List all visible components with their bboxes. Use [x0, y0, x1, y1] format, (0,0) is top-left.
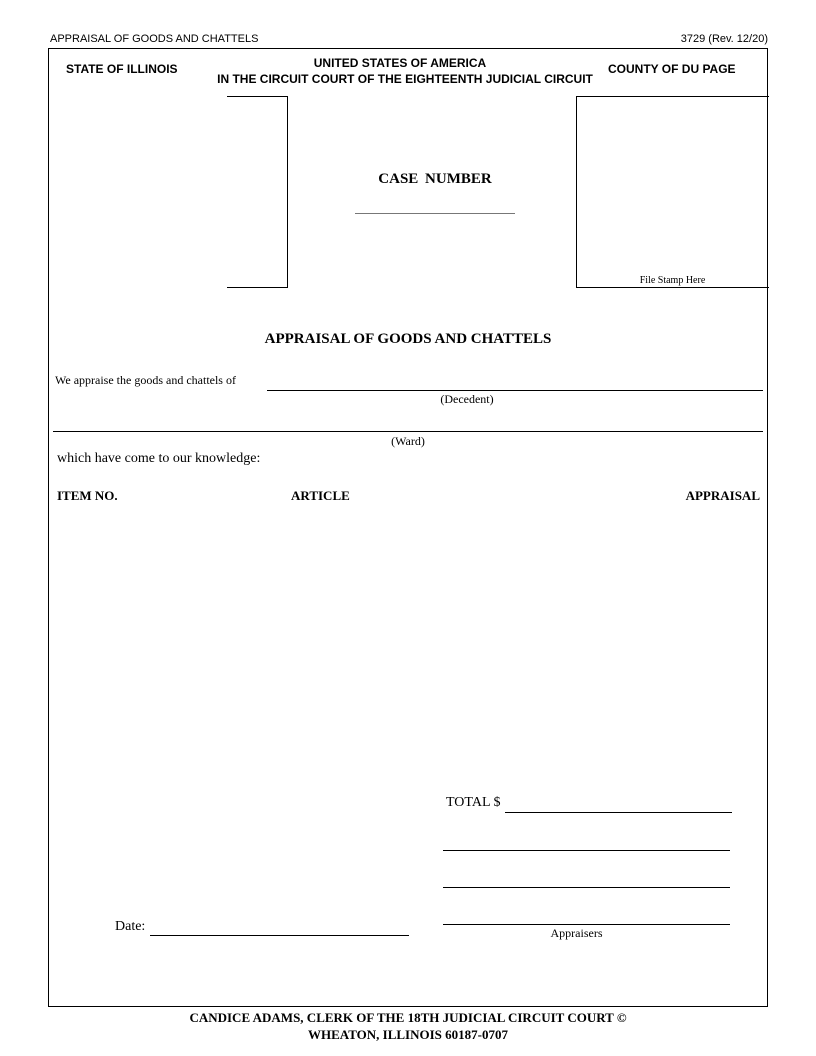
footer-clerk: CANDICE ADAMS, CLERK OF THE 18TH JUDICIAL CIRCUIT COURT ©: [189, 1010, 627, 1025]
intro-label: We appraise the goods and chattels of: [55, 373, 236, 387]
appraisers-label: Appraisers: [550, 926, 603, 940]
column-article: ARTICLE: [291, 488, 350, 503]
decedent-label: (Decedent): [440, 392, 494, 406]
total-field[interactable]: [505, 812, 732, 813]
state-label: STATE OF ILLINOIS: [66, 62, 178, 76]
case-number-field[interactable]: [355, 213, 515, 214]
decedent-field[interactable]: [267, 390, 763, 391]
form-number: 3729 (Rev. 12/20): [680, 33, 768, 45]
date-field[interactable]: [150, 935, 409, 936]
column-item-no: ITEM NO.: [57, 488, 118, 503]
country-label: UNITED STATES OF AMERICA: [313, 56, 487, 70]
ward-field[interactable]: [53, 431, 763, 432]
circuit-label: IN THE CIRCUIT COURT OF THE EIGHTEENTH JUDICIAL CIRCUIT: [217, 72, 593, 86]
ward-label: (Ward): [391, 434, 425, 448]
county-label: COUNTY OF DU PAGE: [608, 62, 736, 76]
case-number-label: CASE NUMBER: [378, 171, 492, 187]
footer-address: WHEATON, ILLINOIS 60187-0707: [308, 1027, 508, 1042]
file-stamp-box: [576, 96, 769, 288]
date-label: Date:: [115, 919, 146, 934]
total-label: TOTAL $: [446, 795, 501, 810]
file-stamp-label: File Stamp Here: [639, 275, 706, 286]
column-appraisal: APPRAISAL: [685, 488, 760, 503]
appraiser-signature-2[interactable]: [443, 887, 730, 888]
items-area[interactable]: [55, 510, 761, 780]
appraiser-signature-3[interactable]: [443, 924, 730, 925]
appraiser-signature-1[interactable]: [443, 850, 730, 851]
document-title: APPRAISAL OF GOODS AND CHATTELS: [264, 331, 552, 347]
knowledge-text: which have come to our knowledge:: [57, 451, 261, 466]
form-title-header: APPRAISAL OF GOODS AND CHATTELS: [50, 33, 259, 45]
left-bracket-box: [227, 96, 288, 288]
